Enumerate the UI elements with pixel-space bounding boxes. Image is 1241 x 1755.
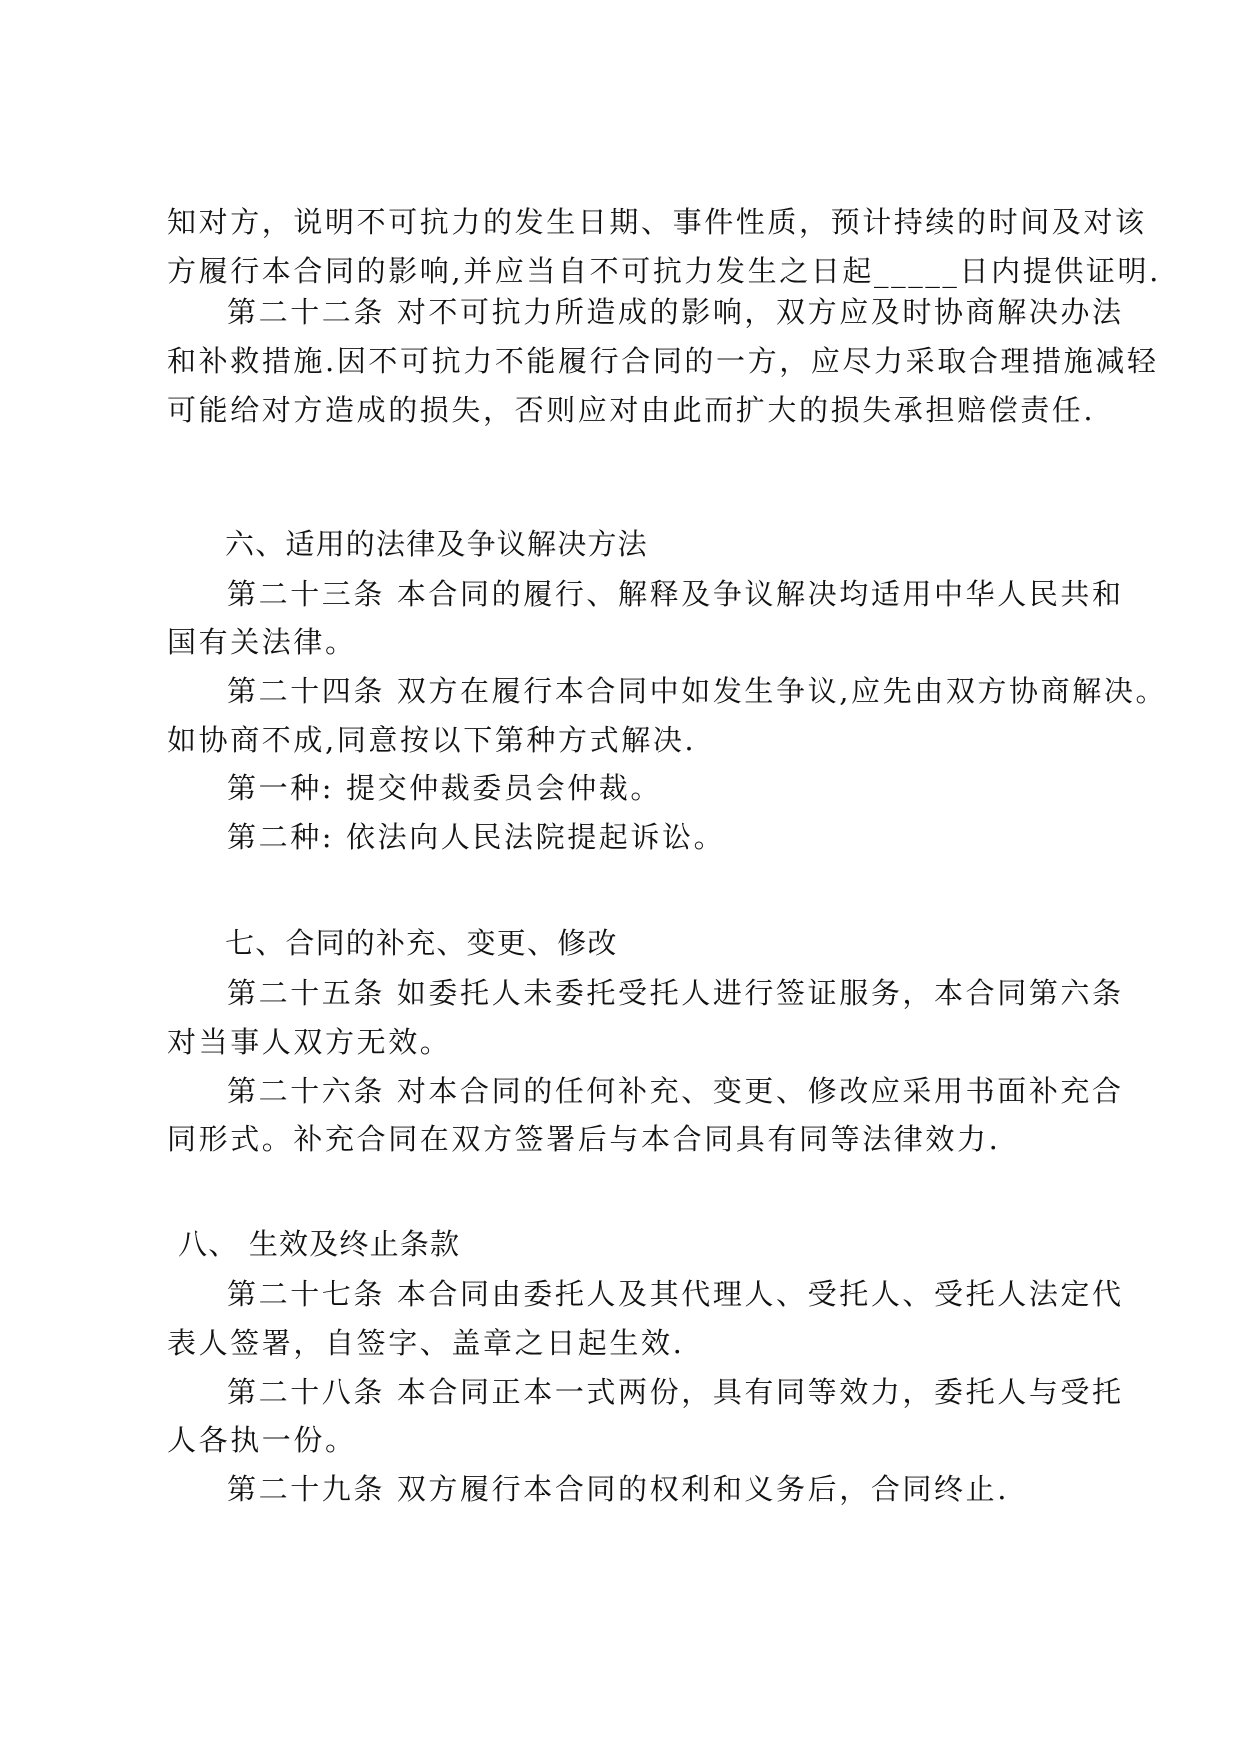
section-7-heading: 七、合同的补充、变更、修改: [225, 926, 618, 960]
section-8-heading: 八、 生效及终止条款: [178, 1227, 461, 1261]
article-22-line: 可能给对方造成的损失，否则应对由此而扩大的损失承担赔偿责任.: [167, 393, 1096, 427]
article-24-line: 如协商不成,同意按以下第种方式解决.: [167, 723, 697, 757]
article-24-line: 第二十四条 双方在履行本合同中如发生争议,应先由双方协商解决。: [227, 674, 1168, 708]
paragraph-line: 知对方，说明不可抗力的发生日期、事件性质，预计持续的时间及对该: [167, 205, 1147, 239]
article-25-line: 第二十五条 如委托人未委托受托人进行签证服务，本合同第六条: [227, 976, 1124, 1010]
article-28-line: 第二十八条 本合同正本一式两份，具有同等效力，委托人与受托: [227, 1375, 1124, 1409]
article-29-line: 第二十九条 双方履行本合同的权利和义务后，合同终止.: [227, 1472, 1010, 1506]
dispute-option-2: 第二种: 依法向人民法院提起诉讼。: [227, 820, 726, 854]
article-27-line: 表人签署，自签字、盖章之日起生效.: [167, 1326, 685, 1360]
article-25-line: 对当事人双方无效。: [167, 1025, 452, 1059]
article-23-line: 国有关法律。: [167, 625, 357, 659]
article-28-line: 人各执一份。: [167, 1423, 357, 1457]
article-23-line: 第二十三条 本合同的履行、解释及争议解决均适用中华人民共和: [227, 577, 1124, 611]
article-26-line: 同形式。补充合同在双方签署后与本合同具有同等法律效力.: [167, 1122, 1001, 1156]
section-6-heading: 六、适用的法律及争议解决方法: [225, 527, 648, 561]
paragraph-line: 方履行本合同的影响,并应当自不可抗力发生之日起_____日内提供证明.: [167, 254, 1161, 288]
dispute-option-1: 第一种: 提交仲裁委员会仲裁。: [227, 771, 662, 805]
article-22-line: 和补救措施.因不可抗力不能履行合同的一方，应尽力采取合理措施减轻: [167, 344, 1159, 378]
article-26-line: 第二十六条 对本合同的任何补充、变更、修改应采用书面补充合: [227, 1074, 1124, 1108]
article-27-line: 第二十七条 本合同由委托人及其代理人、受托人、受托人法定代: [227, 1277, 1124, 1311]
article-22-line: 第二十二条 对不可抗力所造成的影响，双方应及时协商解决办法: [227, 295, 1124, 329]
